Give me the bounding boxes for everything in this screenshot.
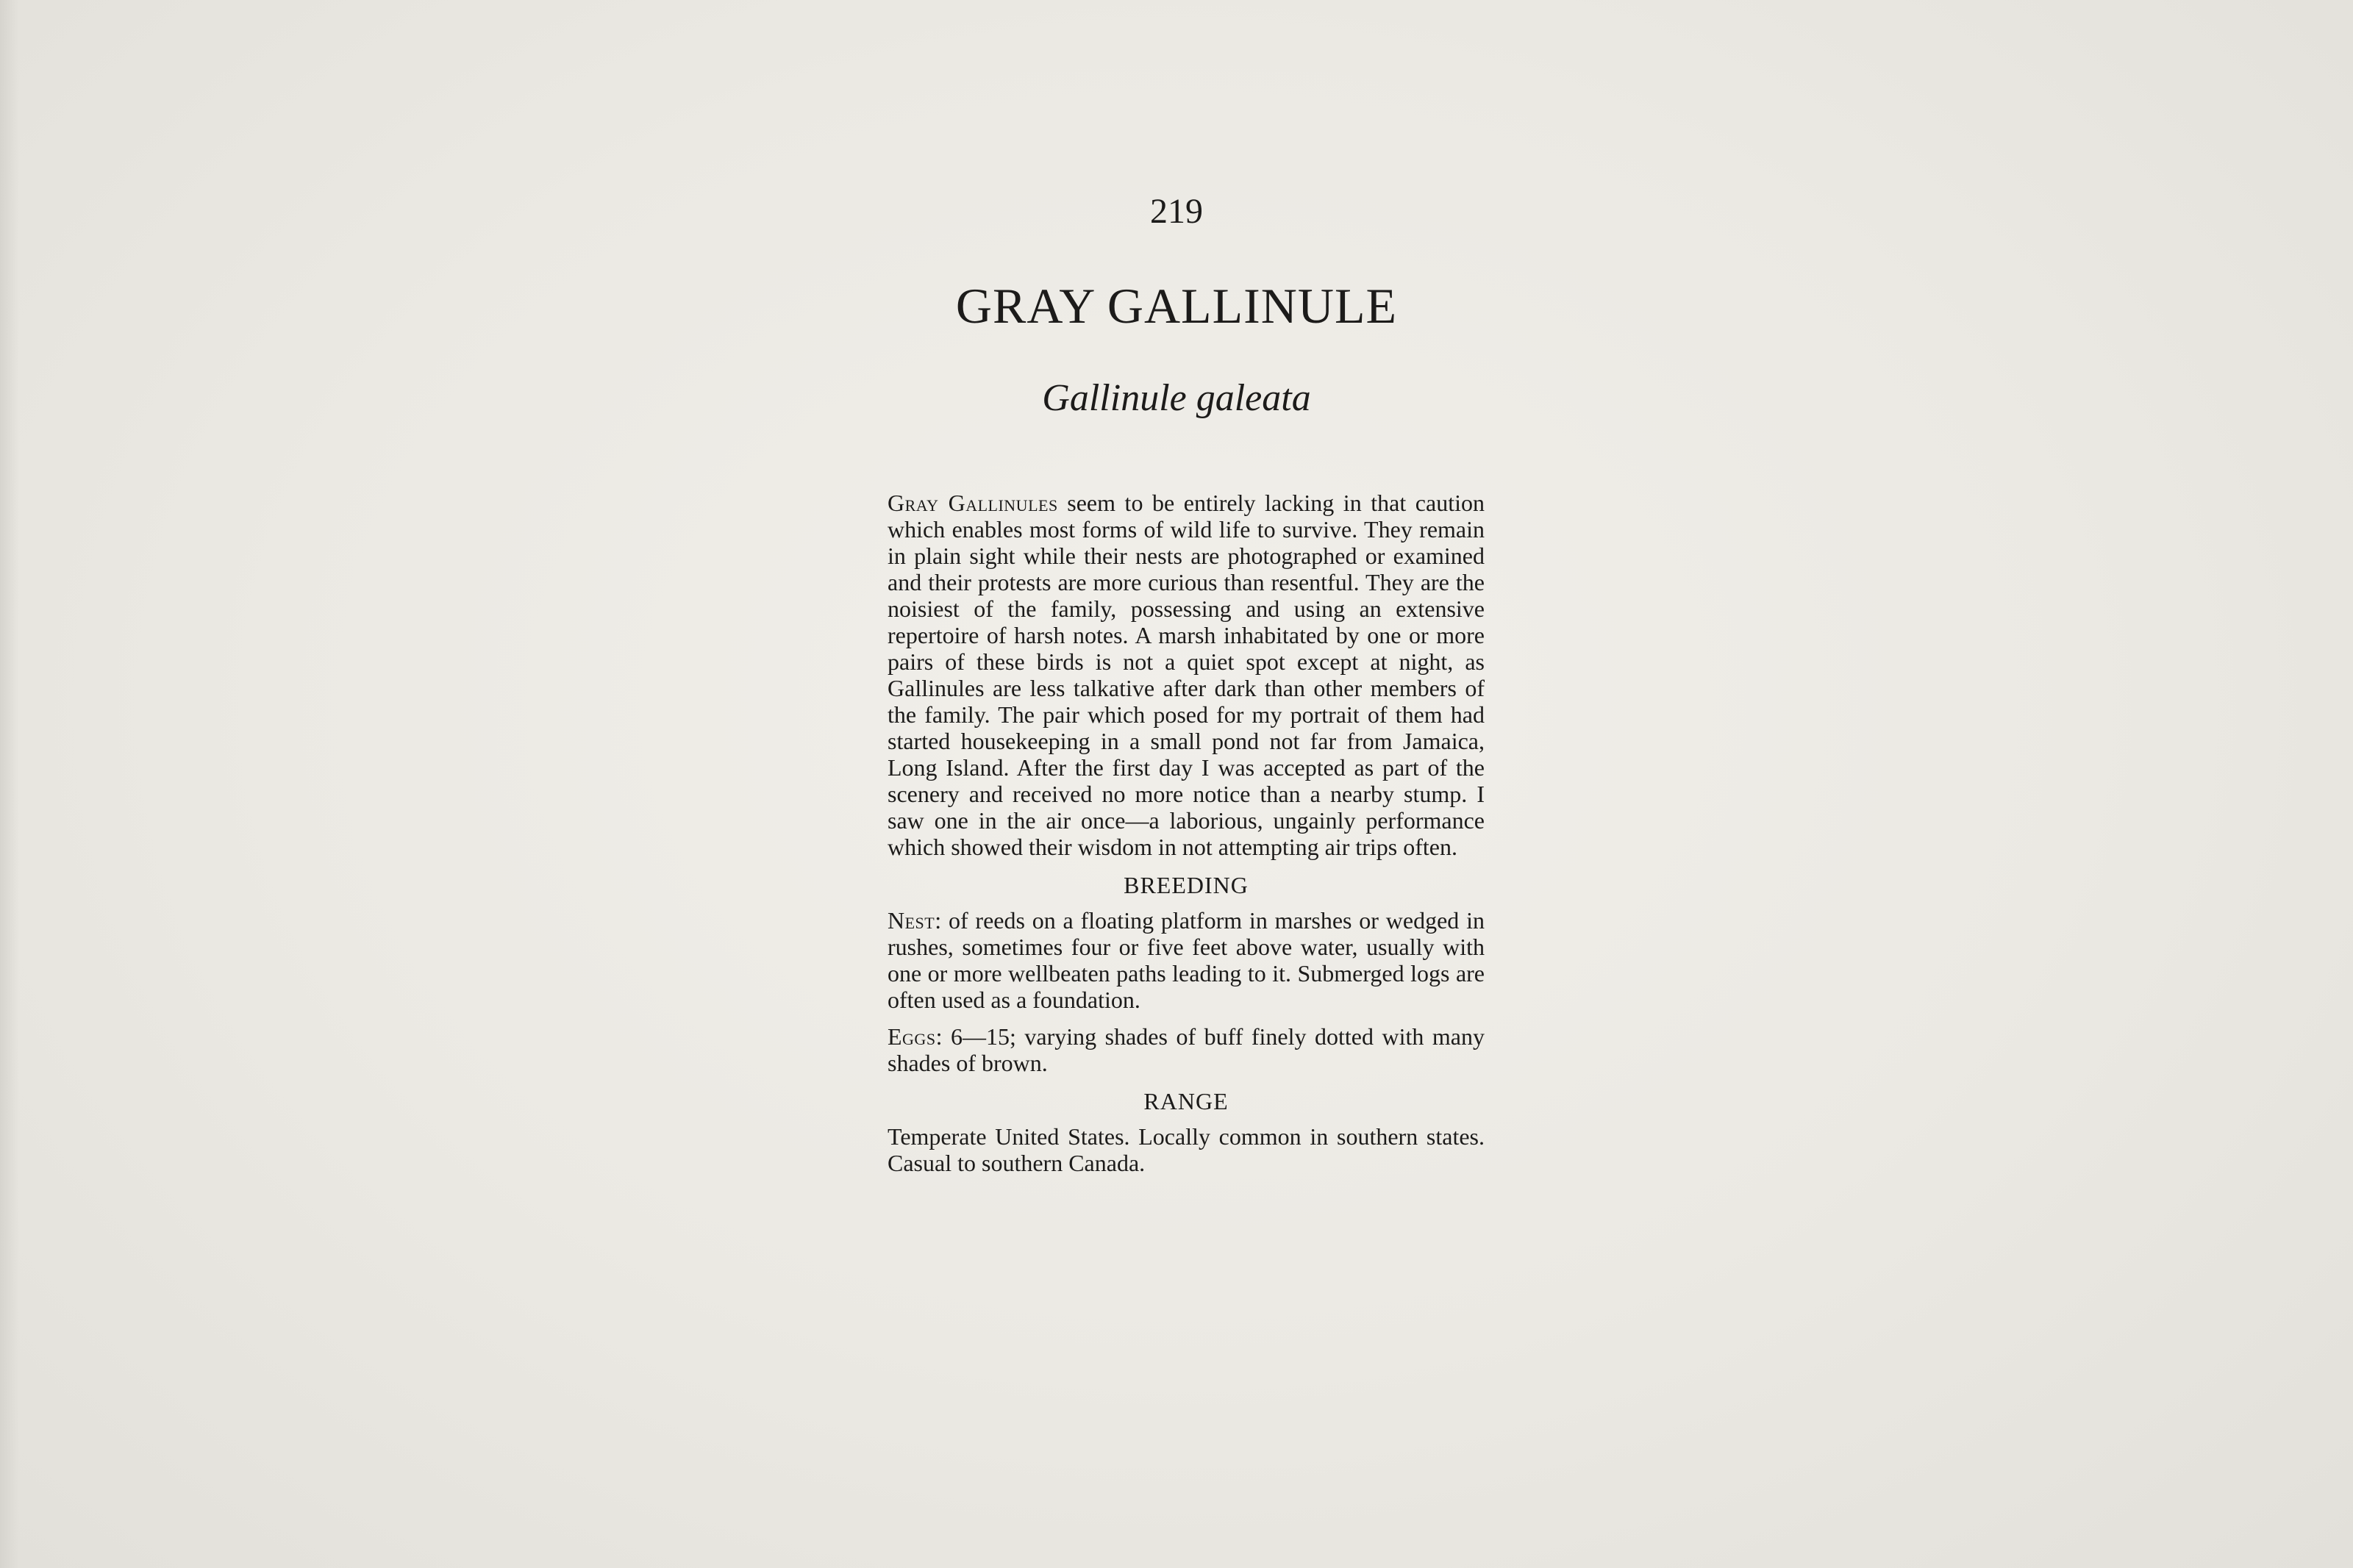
range-text: Temperate United States. Locally common in southern states. Casual to southern Canada.: [888, 1123, 1485, 1176]
text-column: [888, 490, 1485, 1186]
intro-paragraph: [888, 490, 1485, 860]
eggs-lead: Eggs: [888, 1023, 936, 1050]
page-number: 219: [1150, 192, 1203, 231]
intro-text: seem to be entirely lacking in that caution which enables most forms of wild life to survive. They remain in plain sight while their nests are photographed or examined and their protests are more curious than resentful. They are the noisiest of the family, possessing and using an extensive repertoire of harsh notes. A marsh inhabitated by one or more pairs of these birds is not a quiet spot except at night, as Gallinules are less talkative after dark than other members of the family. The pair which posed for my portrait of them had started housekeeping in a small pond not far from Jamaica, Long Island. After the first day I was accepted as part of the scenery and received no more notice than a nearby stump. I saw one in the air once—a laborious, ungainly performance which showed their wisdom in not attempting air trips often.: [888, 490, 1485, 860]
nest-text: : of reeds on a floating platform in marshes or wedged in rushes, sometimes four or five feet above water, usually with one or more wellbeaten paths leading to it. Submerged logs are often used as a foundation.: [888, 907, 1485, 1013]
scientific-name: Gallinule galeata: [1042, 377, 1311, 419]
eggs-text: : 6—15; varying shades of buff finely dotted with many shades of brown.: [888, 1023, 1485, 1076]
breeding-heading: BREEDING: [1124, 872, 1249, 898]
eggs-entry: [888, 1023, 1485, 1076]
nest-entry: [888, 907, 1485, 1013]
species-title: GRAY GALLINULE: [955, 278, 1398, 334]
nest-lead: Nest: [888, 907, 935, 934]
range-heading: RANGE: [1143, 1088, 1229, 1114]
intro-lead: Gray Gallinules: [888, 490, 1058, 516]
